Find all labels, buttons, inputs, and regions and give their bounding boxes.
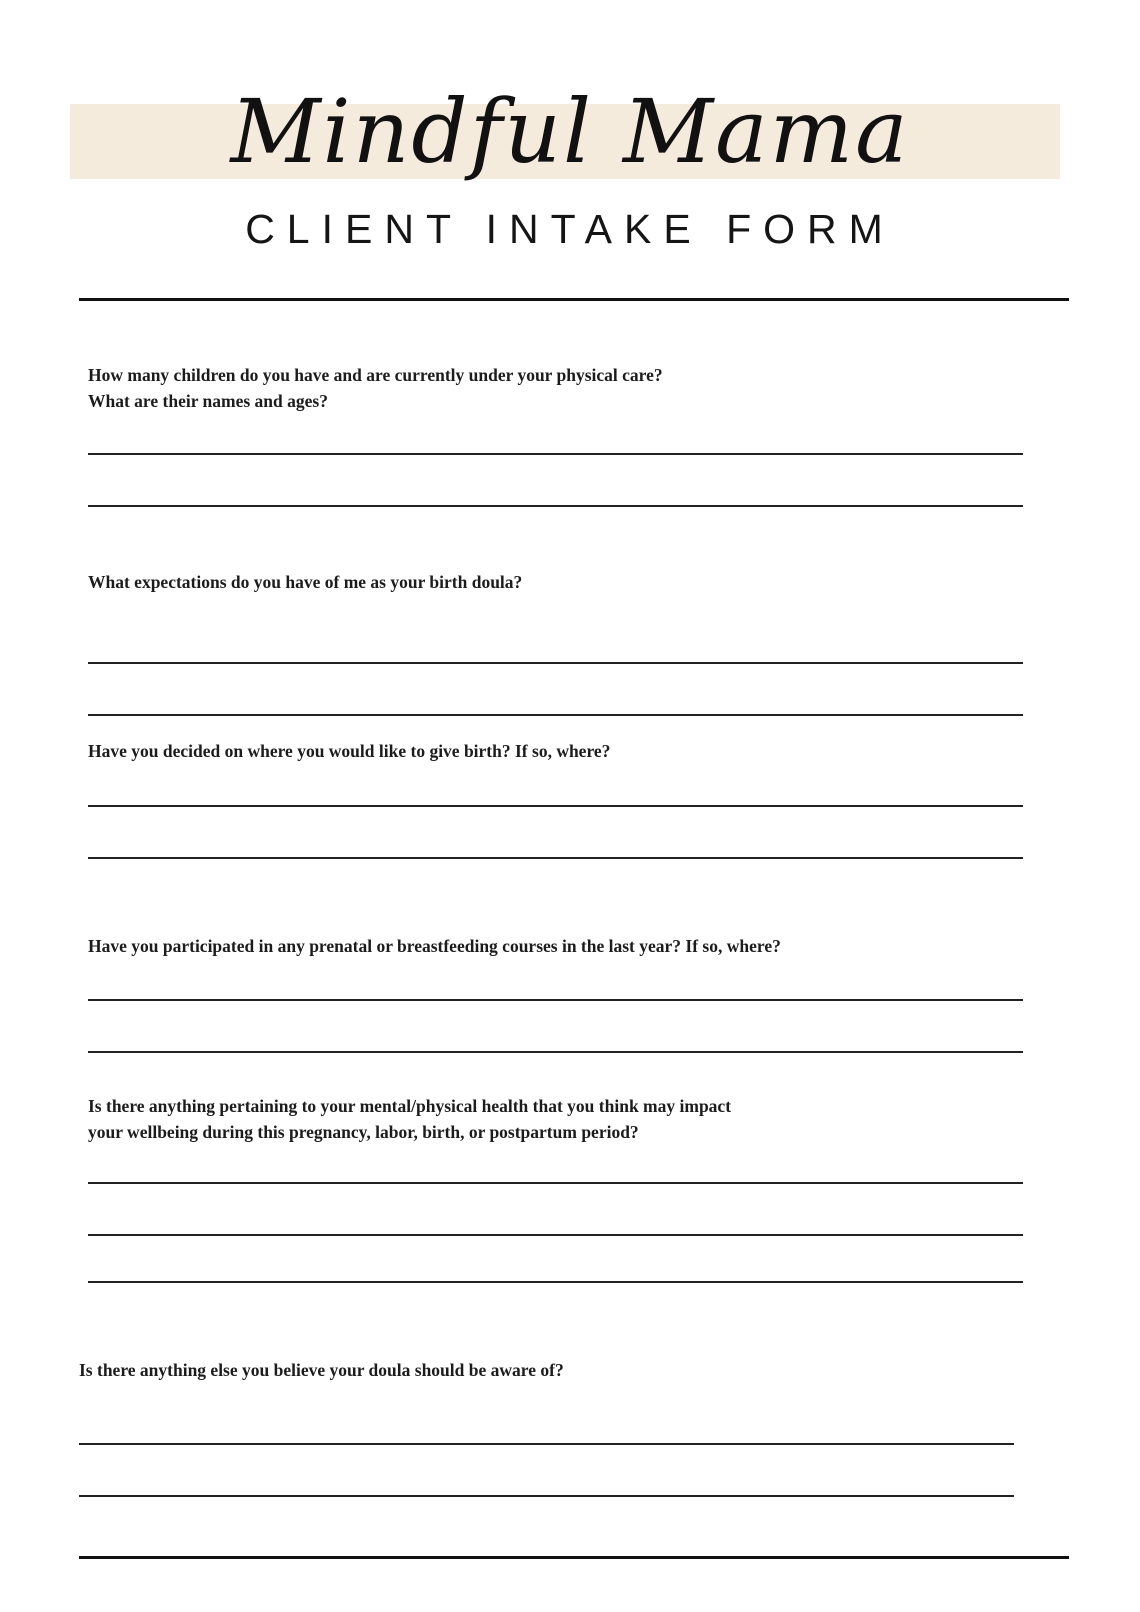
answer-line[interactable]	[79, 1443, 1014, 1445]
form-title-script: Mindful Mama	[230, 80, 910, 183]
answer-line[interactable]	[88, 857, 1023, 859]
question-6	[79, 1357, 564, 1383]
question-3	[88, 738, 610, 764]
answer-line[interactable]	[88, 1281, 1023, 1283]
bottom-divider	[79, 1556, 1069, 1559]
form-subtitle: CLIENT INTAKE FORM	[245, 206, 895, 252]
answer-line[interactable]	[88, 714, 1023, 716]
answer-line[interactable]	[88, 662, 1023, 664]
question-4-line-1: Have you participated in any prenatal or breastfeeding courses in the last year? If so, where?	[88, 936, 781, 956]
question-6-line-1: Is there anything else you believe your doula should be aware of?	[79, 1360, 564, 1380]
top-divider	[79, 298, 1069, 301]
question-5	[88, 1093, 731, 1145]
answer-line[interactable]	[88, 805, 1023, 807]
question-2-line-1: What expectations do you have of me as your birth doula?	[88, 572, 523, 592]
answer-line[interactable]	[79, 1495, 1014, 1497]
question-1-line-2: What are their names and ages?	[88, 391, 328, 411]
answer-line[interactable]	[88, 1182, 1023, 1184]
answer-line[interactable]	[88, 453, 1023, 455]
question-1-line-1: How many children do you have and are currently under your physical care?	[88, 365, 663, 385]
answer-line[interactable]	[88, 1234, 1023, 1236]
question-1	[88, 362, 663, 414]
answer-line[interactable]	[88, 505, 1023, 507]
answer-line[interactable]	[88, 999, 1023, 1001]
answer-line[interactable]	[88, 1051, 1023, 1053]
question-5-line-1: Is there anything pertaining to your mental/physical health that you think may impact	[88, 1096, 732, 1116]
question-2	[88, 569, 522, 595]
question-4	[88, 933, 781, 959]
question-3-line-1: Have you decided on where you would like to give birth? If so, where?	[88, 741, 611, 761]
question-5-line-2: your wellbeing during this pregnancy, labor, birth, or postpartum period?	[88, 1122, 639, 1142]
